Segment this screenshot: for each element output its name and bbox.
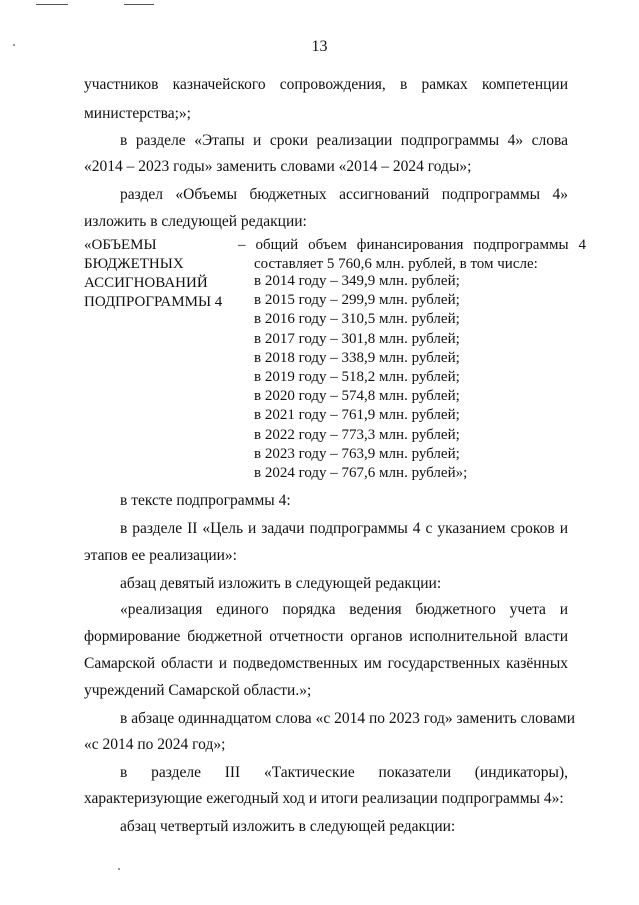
text-line: в абзаце одиннадцатом слова «с 2014 по 2023 год» заменить словами [120,710,575,727]
paragraph [120,707,575,730]
paragraph: в тексте подпрограммы 4: [120,492,291,509]
label-line: ПОДПРОГРАММЫ 4 [84,294,223,310]
funding-year-item: в 2024 году – 767,6 млн. рублей»; [254,465,468,482]
top-edge-mark [36,4,68,5]
funding-year-item: в 2014 году – 349,9 млн. рублей; [254,273,460,289]
text-line: министерства;»; [84,105,191,122]
text-line: этапов ее реализации»: [84,547,237,564]
funding-label [84,236,222,312]
text-line: «с 2014 по 2024 год»; [84,736,226,753]
funding-total-line: – общий объем финансирования подпрограммы 4 [238,237,586,253]
text-line: характеризующие ежегодный ход и итоги реализации подпрограммы 4»: [84,790,564,807]
paragraph [120,517,568,540]
text-line: раздел «Объемы бюджетных ассигнований подпрограммы 4» [120,186,568,203]
funding-year-item: в 2022 году – 773,3 млн. рублей; [254,426,460,443]
text-line: «реализация единого порядка ведения бюджетного учета и [120,601,568,618]
funding-year-item: в 2016 году – 310,5 млн. рублей; [254,311,460,328]
label-line: «ОБЪЕМЫ [84,237,157,253]
paragraph [120,183,568,206]
text-line: формирование бюджетной отчетности органов исполнительной власти [84,628,568,645]
funding-total-line: составляет 5 760,6 млн. рублей, в том числе: [254,256,538,272]
scan-speck [118,868,120,870]
text-line: Самарской области и подведомственных им государственных казённых [84,655,568,672]
text-line: учреждений Самарской области.»; [84,682,312,699]
text-line: изложить в следующей редакции: [84,213,307,230]
paragraph: абзац девятый изложить в следующей редакции: [120,575,442,592]
text-line: «2014 – 2023 годы» заменить словами «2014 – 2024 годы»; [84,158,472,175]
paragraph [120,129,568,152]
funding-year-item: в 2020 году – 574,8 млн. рублей; [254,388,460,405]
funding-year-item: в 2023 году – 763,9 млн. рублей; [254,445,460,462]
funding-by-year-list [254,272,467,483]
funding-year-item: в 2021 году – 761,9 млн. рублей; [254,407,460,424]
top-edge-mark [124,4,154,5]
funding-summary [238,236,586,274]
paragraph [120,598,568,621]
label-line: БЮДЖЕТНЫХ [84,256,184,272]
label-line: АССИГНОВАНИЙ [84,275,208,291]
paragraph: абзац четвертый изложить в следующей редакции: [120,818,456,835]
funding-year-item: в 2017 году – 301,8 млн. рублей; [254,330,460,347]
funding-year-item: в 2018 году – 338,9 млн. рублей; [254,349,460,366]
text-line: в разделе III «Тактические показатели (индикаторы), [120,764,568,781]
page-number: 13 [311,38,328,55]
paragraph [120,761,568,784]
text-line: в разделе «Этапы и сроки реализации подпрограммы 4» слова [120,132,568,149]
funding-year-item: в 2015 году – 299,9 млн. рублей; [254,292,460,309]
funding-year-item: в 2019 году – 518,2 млн. рублей; [254,369,460,386]
text-line: в разделе II «Цель и задачи подпрограммы 4 с указанием сроков и [120,520,568,537]
paragraph-continuation [84,73,568,96]
text-line: участников казначейского сопровождения, в рамках компетенции [84,76,568,93]
